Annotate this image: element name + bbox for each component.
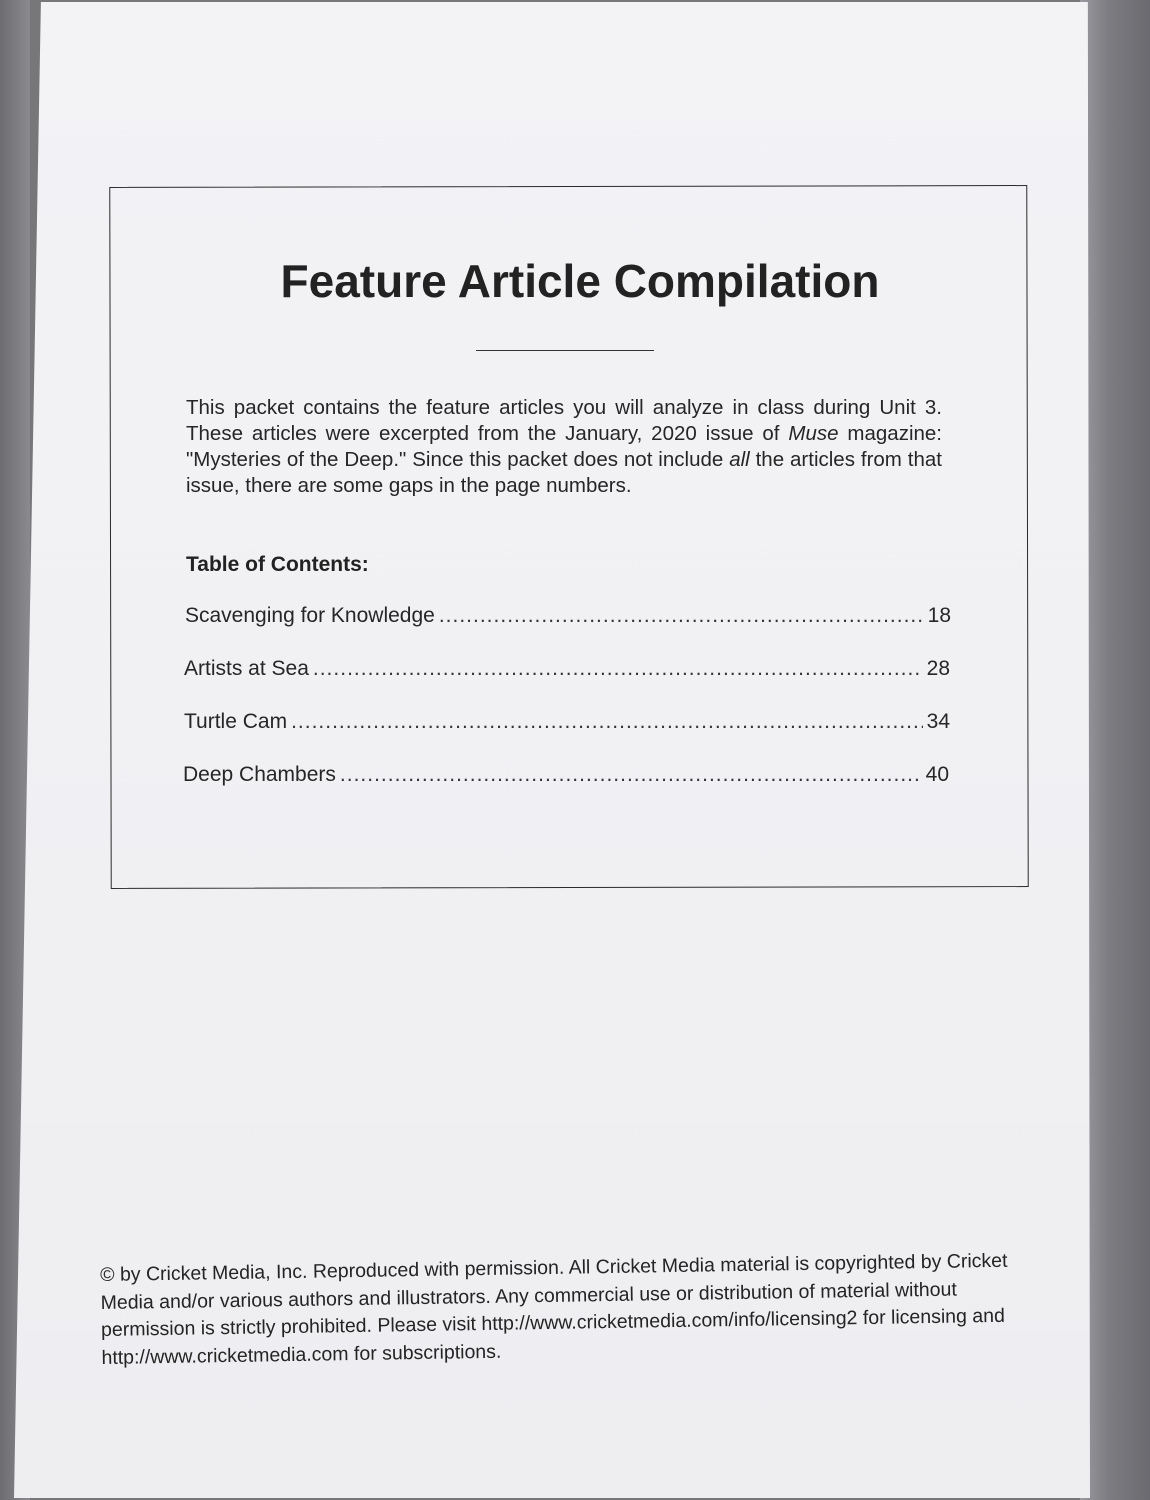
toc-entry	[185, 604, 951, 628]
title-divider	[476, 350, 654, 351]
intro-text-part2: magazine: "Mysteries of the Deep." Since this packet does not include	[186, 422, 942, 471]
toc-entry	[183, 763, 949, 787]
toc-entry	[184, 657, 950, 681]
toc-entry-page: 40	[925, 763, 949, 786]
intro-paragraph	[186, 395, 942, 499]
document-title: Feature Article Compilation	[280, 255, 880, 307]
intro-emphasis: all	[729, 448, 750, 471]
toc-entry-page: 28	[926, 657, 950, 680]
intro-text-part3: the articles from that issue, there are some gaps in the page numbers.	[186, 448, 942, 497]
intro-text-part1: This packet contains the feature articles you will analyze in class during Unit 3. These articles were excerpted from the January, 2020 issue of	[186, 396, 942, 445]
magazine-name: Muse	[788, 422, 839, 445]
toc-entry	[184, 710, 950, 734]
toc-dot-leader	[439, 604, 924, 628]
toc-entry-title: Turtle Cam	[184, 710, 288, 733]
toc-dot-leader	[340, 763, 922, 787]
toc-heading: Table of Contents:	[186, 553, 369, 576]
toc-entry-page: 34	[926, 710, 950, 733]
toc-dot-leader	[291, 710, 923, 734]
toc-entry-title: Scavenging for Knowledge	[185, 604, 435, 627]
toc-entry-title: Artists at Sea	[184, 657, 309, 680]
toc-dot-leader	[313, 657, 923, 681]
copyright-notice: © by Cricket Media, Inc. Reproduced with permission. All Cricket Media material is copyrighted by Cricket Media and/or various authors and illustrators. Any commercial use or distribution of material without permission is strictly prohibited. Please visit http://www.cricketmedia.com/info/licensing2 for licensing and http://www.cricketmedia.com for subscriptions.	[100, 1249, 1008, 1369]
background-surface-right	[1080, 0, 1150, 1500]
toc-entry-page: 18	[927, 604, 951, 627]
toc-entry-title: Deep Chambers	[183, 763, 336, 786]
